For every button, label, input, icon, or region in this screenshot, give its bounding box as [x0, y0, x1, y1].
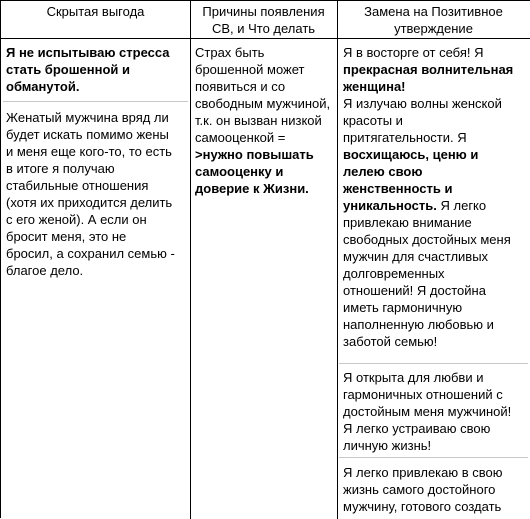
col1-hidden-benefit-text	[6, 44, 188, 95]
col2-causes-text	[195, 44, 335, 197]
col1-text-line: благое дело.	[6, 263, 84, 278]
header-causes	[190, 3, 337, 37]
col1-text-line: бросил, а сохранил семью -	[6, 246, 175, 261]
col3-bold-line: женщина!	[343, 79, 406, 94]
col1-bold-line: обманутой.	[6, 79, 80, 94]
col3-text-line: заботой семью!	[343, 334, 438, 349]
col3-bold-line: прекрасная волнительная	[343, 62, 514, 77]
header-divider	[1, 38, 530, 39]
col3-affirmation-block-2	[343, 369, 529, 454]
col1-text-line: (хотя их приходится делить	[6, 195, 173, 210]
header-col1-label: Скрытая выгода	[46, 4, 145, 19]
col3-bold-fragment: уникальность.	[343, 198, 437, 213]
column-divider-1	[190, 1, 191, 519]
col1-bold-line: Я не испытываю стресса	[6, 45, 170, 60]
col3-affirmation-block-1	[343, 44, 529, 350]
col3-text-line: гармоничных отношений с	[343, 387, 503, 402]
col2-bold-line: самооценку и	[195, 164, 284, 179]
col3-text-line: Я излучаю волны женской	[343, 96, 502, 111]
col1-text-line: в итоге я получаю	[6, 161, 115, 176]
col2-text-line: самооценкой =	[195, 130, 286, 145]
col3-text-line: наполненную любовью и	[343, 317, 494, 332]
col3-text-line: Я в восторге от себя! Я	[343, 45, 484, 60]
col3-text-line: личную жизнь!	[343, 438, 432, 453]
col3-text-line: мужчин для счастливых	[343, 249, 489, 264]
col3-text-line: Я легко устраиваю свою	[343, 421, 491, 436]
col1-text-line: Женатый мужчина вряд ли	[6, 110, 169, 125]
col3-text-line: иметь гармоничную	[343, 300, 463, 315]
col1-text-line: стабильные отношения	[6, 178, 149, 193]
col1-text-line: с его женой). А если он	[6, 212, 147, 227]
col3-text-line: свободных достойных меня	[343, 232, 511, 247]
col3-text-line: красоты и	[343, 113, 403, 128]
col3-text-line: Я легко привлекаю в свою	[343, 465, 503, 480]
column-divider-2	[337, 1, 338, 519]
col1-text-line: бросит меня, это не	[6, 229, 127, 244]
col1-text-line: и меня еще кого-то, то есть	[6, 144, 172, 159]
col3-text-line: долговременных	[343, 266, 445, 281]
col2-text-line: т.к. он вызван низкой	[195, 113, 322, 128]
col3-text-line: притягательности. Я	[343, 130, 467, 145]
col3-paragraph-separator-2	[339, 457, 528, 458]
header-col2-line2: СВ, и Что делать	[211, 21, 316, 36]
col3-mixed-line	[343, 197, 529, 214]
header-col2-line1: Причины появления	[202, 4, 325, 19]
col3-text-fragment: Я легко	[436, 198, 487, 213]
col3-text-line: мужчину, готового создать	[343, 499, 502, 514]
col2-text-line: появиться и со	[195, 79, 286, 94]
header-col3-line2: утверждение	[394, 21, 473, 36]
col1-bold-line: стать брошенной и	[6, 62, 131, 77]
col3-text-line: отношений! Я достойна	[343, 283, 486, 298]
col3-text-line: жизнь самого достойного	[343, 482, 496, 497]
col3-text-line: привлекаю внимание	[343, 215, 472, 230]
col3-bold-line: лелею свою	[343, 164, 423, 179]
header-col3-line1: Замена на Позитивное	[364, 4, 503, 19]
col3-bold-line: восхищаюсь, ценю и	[343, 147, 479, 162]
col1-explanation	[6, 109, 188, 279]
header-hidden-benefit	[1, 3, 190, 20]
col3-text-line: Я открыта для любви и	[343, 370, 484, 385]
header-affirmation	[337, 3, 530, 37]
col3-bold-line: женственность и	[343, 181, 453, 196]
col1-text-line: будет искать помимо жены	[6, 127, 169, 142]
col3-paragraph-separator-1	[339, 363, 528, 364]
col2-text-line: брошенной может	[195, 62, 305, 77]
col2-text-line: Страх быть	[195, 45, 265, 60]
col3-affirmation-block-3	[343, 464, 529, 515]
col1-paragraph-separator	[3, 101, 188, 102]
col2-text-line: свободным мужчиной,	[195, 96, 331, 111]
col3-text-line: достойным меня мужчиной!	[343, 404, 512, 419]
col2-bold-line: доверие к Жизни.	[195, 181, 309, 196]
col2-bold-line: >нужно повышать	[195, 147, 314, 162]
